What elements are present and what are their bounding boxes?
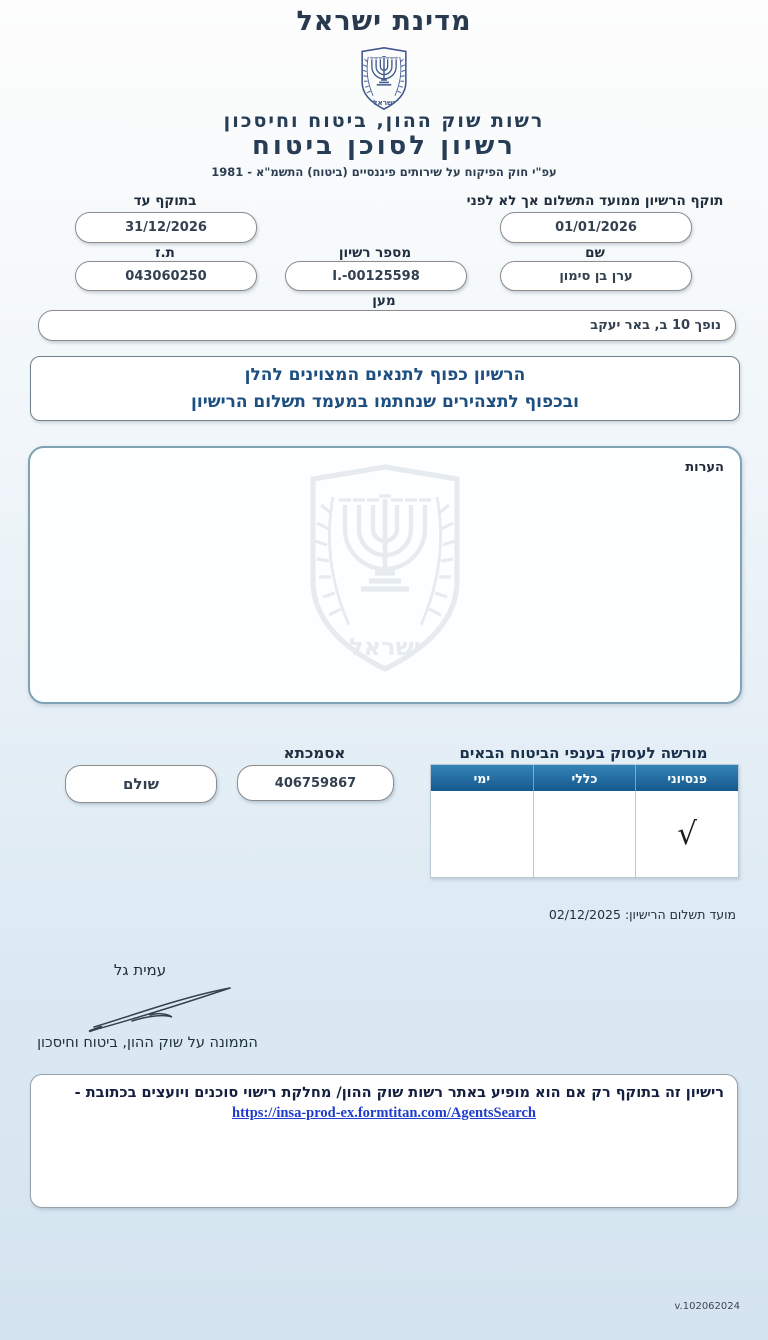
id-number-field xyxy=(75,261,257,291)
valid-from-value: 01/01/2026 xyxy=(555,220,637,235)
address-value: נופך 10 ב, באר יעקב xyxy=(590,318,721,333)
branches-body-row xyxy=(431,791,738,877)
disclaimer-box xyxy=(30,1074,738,1208)
paid-status-badge xyxy=(65,765,217,803)
version-number: v.102062024 xyxy=(674,1301,740,1312)
signer-name: עמית גל xyxy=(113,961,167,979)
notes-box xyxy=(28,446,742,704)
license-number-field xyxy=(285,261,467,291)
signature-icon xyxy=(80,983,240,1033)
notes-label: הערות xyxy=(685,460,724,475)
valid-until-field xyxy=(75,212,257,243)
payment-date-label: מועד תשלום הרישיון: xyxy=(624,907,736,922)
name-value: ערן בן סימון xyxy=(559,268,633,284)
branch-column-pension: פנסיוני xyxy=(636,765,738,791)
checkmark-icon: √ xyxy=(677,816,698,852)
name-field xyxy=(500,261,692,291)
disclaimer-text: רישיון זה בתוקף רק אם הוא מופיע באתר רשות שוק ההון/ מחלקת רישוי סוכנים ויועצים בכתובת - xyxy=(74,1085,724,1101)
law-reference: עפ"י חוק הפיקוח על שירותים פיננסיים (ביטוח) התשמ"א - 1981 xyxy=(211,165,557,179)
israel-emblem-watermark-icon xyxy=(285,460,485,686)
payment-date-value: 02/12/2025 xyxy=(548,907,621,922)
valid-from-field xyxy=(500,212,692,243)
authority-name: רשות שוק ההון, ביטוח וחיסכון xyxy=(223,110,545,132)
valid-until-label: בתוקף עד xyxy=(133,193,197,209)
conditions-line1: הרשיון כפוף לתנאים המצוינים להלן xyxy=(244,365,526,386)
conditions-line2: ובכפוף לתצהירים שנחתמו במעמד תשלום הרישיון xyxy=(191,391,579,412)
address-field xyxy=(38,310,736,341)
reference-label: אסמכתא xyxy=(283,744,346,762)
conditions-notice xyxy=(30,356,740,421)
israel-emblem-icon xyxy=(353,46,415,114)
id-number-value: 043060250 xyxy=(125,268,207,284)
reference-field xyxy=(237,765,394,801)
reference-value: 406759867 xyxy=(274,775,357,791)
license-number-value: I.-00125598 xyxy=(332,268,420,284)
branch-cell-general xyxy=(534,791,637,877)
signer-title: הממונה על שוק ההון, ביטוח וחיסכון xyxy=(37,1035,258,1051)
branch-column-general: כללי xyxy=(534,765,637,791)
branch-column-marine: ימי xyxy=(431,765,534,791)
valid-from-label: תוקף הרשיון ממועד התשלום אך לא לפני xyxy=(466,193,724,209)
state-title: מדינת ישראל xyxy=(296,6,472,37)
branches-header-row xyxy=(431,765,738,791)
license-number-label: מספר רשיון xyxy=(338,245,412,261)
name-label: שם xyxy=(585,245,605,261)
branches-table xyxy=(430,764,739,878)
address-label: מען xyxy=(372,293,396,309)
valid-until-value: 31/12/2026 xyxy=(125,220,207,235)
document-title: רשיון לסוכן ביטוח xyxy=(252,131,516,161)
paid-label: שולם xyxy=(122,775,160,793)
id-number-label: ת.ז xyxy=(155,245,175,261)
branch-cell-marine xyxy=(431,791,534,877)
agents-search-link[interactable]: https://insa-prod-ex.formtitan.com/AgentsSearch xyxy=(232,1104,536,1121)
payment-date-line xyxy=(440,907,736,922)
branches-title: מורשה לעסוק בענפי הביטוח הבאים xyxy=(459,744,708,762)
